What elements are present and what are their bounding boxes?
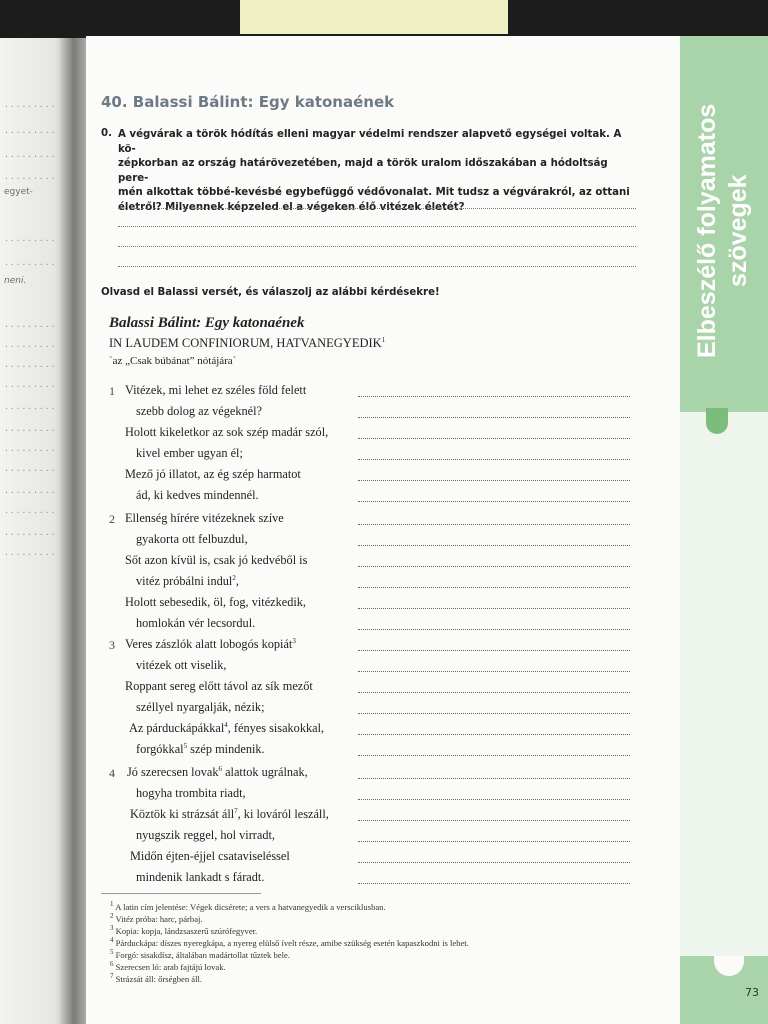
left-page-dots: .........: [4, 100, 57, 109]
answer-line[interactable]: [358, 566, 630, 567]
poem-tune-note: `az „Csak búbánat” nótájára`: [109, 355, 237, 367]
verse-line-tail: alattok ugrálnak,: [222, 765, 308, 780]
verse-line-tail: ,: [235, 574, 239, 589]
left-page-dots: .........: [4, 234, 57, 243]
side-band-tab: [706, 408, 728, 434]
left-page-dots: .........: [4, 444, 57, 453]
verse-line: nyugszik reggel, hol virradt,: [136, 828, 275, 842]
verse-line: gyakorta ott felbuzdul,: [136, 532, 248, 546]
answer-line[interactable]: [118, 246, 636, 247]
footnote: [110, 972, 202, 984]
stanza-number: 3: [109, 638, 115, 652]
answer-line[interactable]: [358, 755, 630, 756]
answer-line[interactable]: [358, 671, 630, 672]
footnote: [110, 900, 386, 912]
left-page-dots: .........: [4, 380, 57, 389]
answer-line[interactable]: [358, 396, 630, 397]
footnote-number: 3: [110, 924, 114, 932]
left-page-dots: .........: [4, 320, 57, 329]
verse-line: Holott sebesedik, öl, fog, vitézkedik,: [125, 595, 307, 609]
answer-line[interactable]: [358, 459, 630, 460]
verse-line: Midőn éjten-éjjel csataviseléssel: [130, 849, 290, 863]
verse-line: kivel ember ugyan él;: [136, 446, 243, 460]
left-page-dots: .........: [4, 486, 57, 495]
verse-line-tail: , fényes sisakokkal,: [227, 721, 325, 736]
footnote: [110, 936, 469, 948]
stanza-number: 4: [109, 766, 115, 780]
answer-line[interactable]: [358, 734, 630, 735]
footnote-number: 6: [110, 960, 114, 968]
answer-line[interactable]: [358, 417, 630, 418]
footnote-number: 5: [110, 948, 114, 956]
left-page-dots: .........: [4, 506, 57, 515]
verse-line-text: vitéz próbálni indul: [136, 574, 233, 589]
footnote-number: 1: [110, 900, 114, 908]
footnote-ref: 6: [218, 765, 223, 773]
verse-line: homlokán vér lecsordul.: [136, 616, 256, 630]
footnote-rule: [101, 893, 261, 894]
footnote-text: Strázsát áll: őrségben áll.: [115, 973, 203, 984]
side-band-title-line2: szövegek: [724, 174, 752, 288]
verse-line: [136, 574, 239, 589]
answer-line[interactable]: [358, 650, 630, 651]
question-number: 0.: [101, 128, 112, 139]
answer-line[interactable]: [358, 608, 630, 609]
footnote-ref: 5: [183, 742, 188, 750]
answer-line[interactable]: [118, 226, 636, 227]
verse-line: [127, 765, 308, 780]
footnote-ref: 7: [234, 807, 238, 815]
question-line: életről? Milyennek képzeled el a végeken élő vitézek életét?: [118, 201, 465, 213]
footnote-ref: 1: [381, 336, 386, 344]
poem-subtitle-text: IN LAUDEM CONFINIORUM, HATVANEGYEDIK: [109, 336, 382, 351]
verse-line: vitézek ott viselik,: [136, 658, 227, 672]
stanza-number: 1: [109, 384, 115, 398]
side-band-lower: [680, 412, 768, 1024]
poem-title: Balassi Bálint: Egy katonaének: [109, 315, 305, 331]
instruction: Olvasd el Balassi versét, és válaszolj az alábbi kérdésekre!: [101, 287, 440, 298]
verse-line: Mező jó illatot, az ég szép harmatot: [125, 467, 301, 481]
verse-line-text: Köztök ki strázsát áll: [130, 807, 235, 822]
verse-line-text: Az párduckápákkal: [129, 721, 225, 736]
verse-line-tail: szép mindenik.: [187, 742, 265, 757]
footnote-text: Párduckápa: díszes nyeregkápa, a nyereg elülső ívelt része, amibe szükség esetén kapaszkodni is lehet.: [115, 937, 469, 948]
sticky-note-tab: [240, 0, 508, 34]
left-page-dots: .........: [4, 424, 57, 433]
answer-line[interactable]: [358, 480, 630, 481]
verse-line: [129, 721, 324, 736]
left-page-text: egyet-: [4, 187, 33, 197]
verse-line-text: Veres zászlók alatt lobogós kopiát: [125, 637, 293, 652]
verse-line: Roppant sereg előtt távol az sík mezőt: [125, 679, 313, 693]
question-line: zépkorban az ország határövezetében, majd a török uralom időszakában a hódoltság pere-: [118, 158, 608, 184]
verse-line: Holott kikeletkor az sok szép madár szól,: [125, 425, 329, 439]
footnote: [110, 924, 257, 936]
footnote: [110, 948, 290, 960]
answer-line[interactable]: [358, 587, 630, 588]
answer-line[interactable]: [358, 545, 630, 546]
verse-line: Ellenség hírére vitézeknek szíve: [125, 511, 284, 525]
answer-line[interactable]: [358, 778, 630, 779]
left-page-dots: .........: [4, 360, 57, 369]
verse-line-text: forgókkal: [136, 742, 184, 757]
footnote-number: 4: [110, 936, 114, 944]
answer-line[interactable]: [118, 266, 636, 267]
footnote: [110, 960, 226, 972]
verse-line: [130, 807, 329, 822]
side-band-title: [692, 56, 756, 406]
answer-line[interactable]: [358, 820, 630, 821]
answer-line[interactable]: [358, 692, 630, 693]
answer-line[interactable]: [118, 208, 636, 209]
verse-line-text: Jó szerecsen lovak: [127, 765, 219, 780]
answer-line[interactable]: [358, 713, 630, 714]
left-page-dots: .........: [4, 126, 57, 135]
left-page-dots: .........: [4, 548, 57, 557]
footnote-ref: 3: [292, 637, 296, 645]
verse-line: mindenik lankadt s fáradt.: [136, 870, 265, 884]
left-page-dots: .........: [4, 340, 57, 349]
answer-line[interactable]: [358, 438, 630, 439]
footnote-text: Vitéz próba: harc, párbaj.: [115, 913, 203, 924]
verse-line: hogyha trombita riadt,: [136, 786, 246, 800]
question-line: A végvárak a török hódítás elleni magyar védelmi rendszer alapvető egységei voltak. A kö-: [118, 129, 622, 155]
stanza-number: 2: [109, 512, 115, 526]
footnote-number: 7: [110, 972, 114, 980]
verse-line: ád, ki kedves mindennél.: [136, 488, 259, 502]
left-page-dots: .........: [4, 172, 57, 181]
left-page-dots: .........: [4, 150, 57, 159]
footnote-text: Szerecsen ló: arab fajtájú lovak.: [115, 961, 226, 972]
answer-line[interactable]: [358, 883, 630, 884]
verse-line-tail: , ki lováról leszáll,: [237, 807, 329, 822]
poem-subtitle: [109, 336, 385, 351]
footnote-text: Kopia: kopja, lándzsaszerű szúrófegyver.: [115, 925, 258, 936]
footnote-text: A latin cím jelentése: Végek dicsérete; a vers a hatvanegyedik a versciklusban.: [115, 901, 386, 912]
footnote: [110, 912, 203, 924]
left-page-text: neni.: [4, 276, 27, 286]
question-text: [118, 128, 638, 216]
answer-line[interactable]: [358, 524, 630, 525]
answer-line[interactable]: [358, 799, 630, 800]
page-number: 73: [745, 986, 759, 999]
left-page-dots: .........: [4, 258, 57, 267]
left-page-dots: .........: [4, 528, 57, 537]
side-band-title-line1: Elbeszélő folyamatos: [693, 103, 721, 359]
footnote-number: 2: [110, 912, 114, 920]
answer-line[interactable]: [358, 501, 630, 502]
footnote-ref: 4: [224, 721, 228, 729]
footnote-text: Forgó: sisakdísz, általában madártollat tűztek bele.: [115, 949, 290, 960]
verse-line: [125, 637, 296, 652]
footnote-ref: 2: [232, 574, 236, 582]
answer-line[interactable]: [358, 862, 630, 863]
verse-line: [136, 742, 265, 757]
question-line: mén alkottak többé-kevésbé egybefüggő védővonalat. Mit tudsz a végvárakról, az ottani: [118, 187, 630, 199]
verse-line: Vitézek, mi lehet ez széles föld felett: [125, 383, 307, 397]
answer-line[interactable]: [358, 841, 630, 842]
verse-line: szebb dolog az végeknél?: [136, 404, 262, 418]
left-page-dots: .........: [4, 402, 57, 411]
section-title: 40. Balassi Bálint: Egy katonaének: [101, 93, 395, 111]
verse-line: széllyel nyargalják, nézik;: [136, 700, 265, 714]
answer-line[interactable]: [358, 629, 630, 630]
left-page-dots: .........: [4, 464, 57, 473]
verse-line: Sőt azon kívül is, csak jó kedvéből is: [125, 553, 308, 567]
